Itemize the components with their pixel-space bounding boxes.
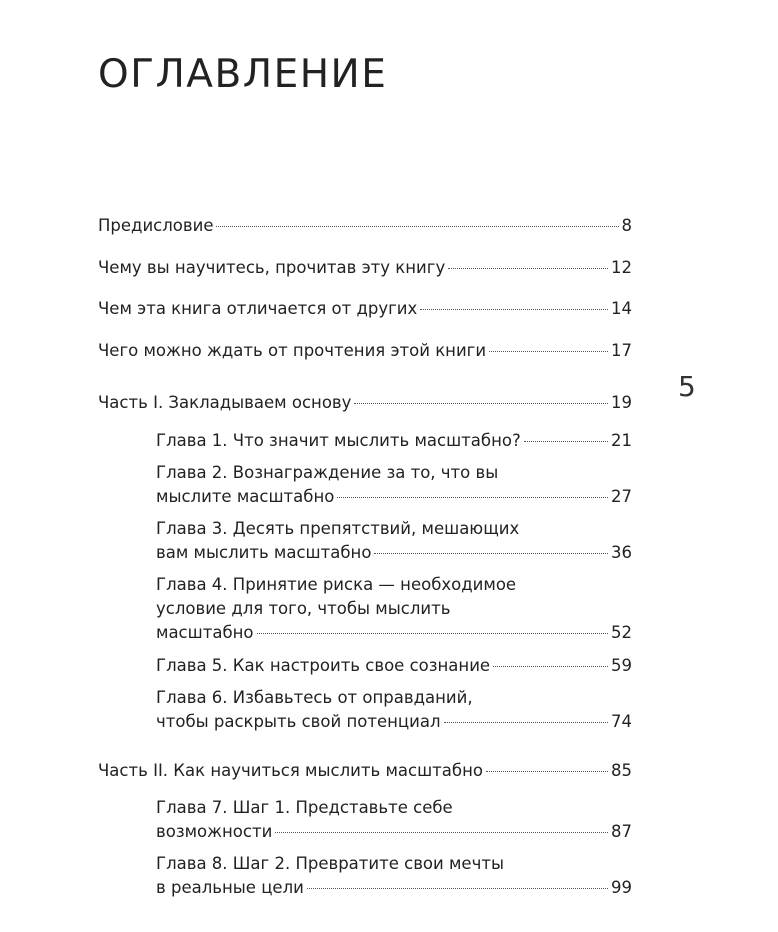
dot-leader <box>444 722 608 723</box>
dot-leader <box>489 351 608 352</box>
toc-entry-text: мыслите масштабно <box>156 487 335 506</box>
toc-chapter-entry[interactable] <box>156 796 632 844</box>
toc-entry-text: вам мыслить масштабно <box>156 543 372 562</box>
toc-page-number: 12 <box>611 258 632 277</box>
dot-leader <box>275 832 608 833</box>
toc-chapter-entry[interactable] <box>156 517 632 565</box>
toc-part-entry[interactable] <box>98 759 632 783</box>
toc-entry-text: возможности <box>156 822 273 841</box>
toc-entry-text: Глава 2. Вознаграждение за то, что вы <box>156 463 499 482</box>
toc-page-number: 59 <box>611 656 632 675</box>
toc-page-number: 17 <box>611 341 632 360</box>
toc-entry-text: Глава 7. Шаг 1. Представьте себе <box>156 798 453 817</box>
toc-chapter-entry[interactable] <box>156 429 632 453</box>
toc-entry[interactable] <box>98 339 632 363</box>
toc-entry-text: Глава 4. Принятие риска — необходимое <box>156 575 517 594</box>
toc-page-number: 36 <box>611 543 632 562</box>
page-number: 5 <box>678 370 696 403</box>
toc-entry-text: Чего можно ждать от прочтения этой книги <box>98 341 487 360</box>
toc-entry-text: чтобы раскрыть свой потенциал <box>156 712 441 731</box>
toc-entry-text: Глава 1. Что значит мыслить масштабно? <box>156 431 521 450</box>
dot-leader <box>216 226 618 227</box>
toc-entry[interactable] <box>98 214 632 238</box>
toc-page-number: 85 <box>611 761 632 780</box>
dot-leader <box>307 888 608 889</box>
dot-leader <box>420 309 608 310</box>
toc-entry[interactable] <box>98 256 632 280</box>
toc-entry-text: Глава 5. Как настроить свое сознание <box>156 656 491 675</box>
toc-page-number: 19 <box>611 393 632 412</box>
toc-page-number: 27 <box>611 487 632 506</box>
toc-chapter-entry[interactable] <box>156 573 632 645</box>
toc-page-number: 87 <box>611 822 632 841</box>
toc-entry-text: Предисловие <box>98 216 214 235</box>
toc-entry-text: Чем эта книга отличается от других <box>98 299 418 318</box>
toc-entry[interactable] <box>98 297 632 321</box>
toc-entry-text: Часть II. Как научиться мыслить масштабно <box>98 761 483 780</box>
toc-chapter-entry[interactable] <box>156 654 632 678</box>
dot-leader <box>354 403 608 404</box>
toc-page-number: 8 <box>621 216 632 235</box>
toc-chapter-entry[interactable] <box>156 852 632 900</box>
dot-leader <box>524 441 608 442</box>
toc-entry-text: в реальные цели <box>156 878 304 897</box>
toc-entry-text: Глава 6. Избавьтесь от оправданий, <box>156 688 473 707</box>
toc-entry-text: Часть I. Закладываем основу <box>98 393 352 412</box>
dot-leader <box>374 553 608 554</box>
toc-entry-text: Глава 8. Шаг 2. Превратите свои мечты <box>156 854 504 873</box>
toc-page-number: 21 <box>611 431 632 450</box>
toc-page-number: 99 <box>611 878 632 897</box>
toc-page-number: 52 <box>611 623 632 642</box>
dot-leader <box>493 666 608 667</box>
toc-entry-text: условие для того, чтобы мыслить <box>156 599 451 618</box>
toc-title: ОГЛАВЛЕНИЕ <box>98 52 388 97</box>
toc-page-number: 14 <box>611 299 632 318</box>
toc-page-number: 74 <box>611 712 632 731</box>
toc-chapter-entry[interactable] <box>156 461 632 509</box>
dot-leader <box>257 633 608 634</box>
dot-leader <box>448 268 608 269</box>
toc-part-entry[interactable] <box>98 391 632 415</box>
dot-leader <box>486 771 608 772</box>
toc-entry-text: масштабно <box>156 623 254 642</box>
dot-leader <box>337 497 608 498</box>
toc-entry-text: Глава 3. Десять препятствий, мешающих <box>156 519 520 538</box>
toc-chapter-entry[interactable] <box>156 686 632 734</box>
toc-entry-text: Чему вы научитесь, прочитав эту книгу <box>98 258 446 277</box>
